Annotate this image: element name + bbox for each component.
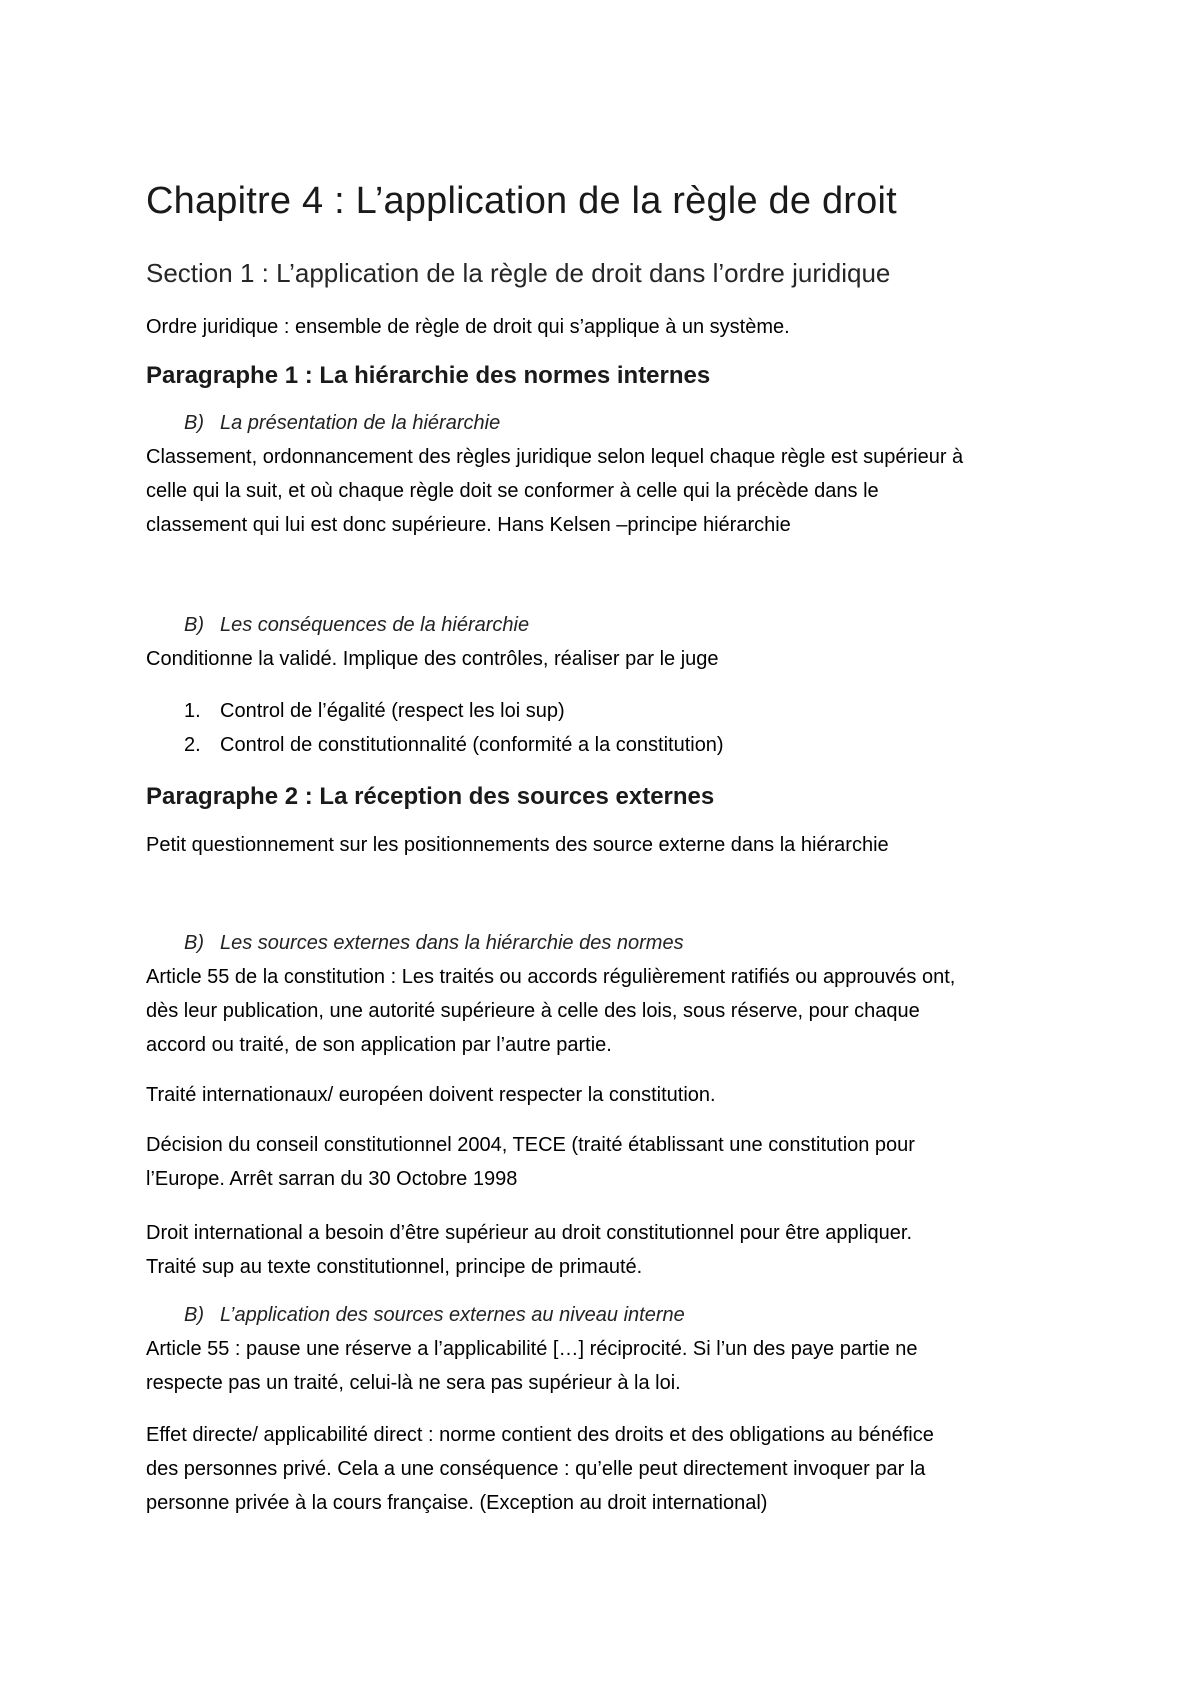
p2-a-article-line-2: dès leur publication, une autorité supérieure à celle des lois, sous réserve, pour chaque (146, 1000, 920, 1022)
p2-b-effet-line-2: des personnes privé. Cela a une conséquence : qu’elle peut directement invoquer par la (146, 1458, 926, 1480)
p1-subheading-b (184, 614, 529, 637)
p2-b-article-line-1: Article 55 : pause une réserve a l’applicabilité […] réciprocité. Si l’un des paye partie ne (146, 1338, 918, 1360)
section-title: Section 1 : L’application de la règle de droit dans l’ordre juridique (146, 258, 891, 288)
subheading-letter: B) (184, 932, 204, 954)
chapter-title: Chapitre 4 : L’application de la règle de droit (146, 180, 897, 222)
subheading-title: Les sources externes dans la hiérarchie des normes (220, 932, 684, 954)
subheading-letter: B) (184, 412, 204, 434)
list-number: 2. (184, 734, 201, 756)
list-item (184, 734, 724, 757)
paragraph-2-heading: Paragraphe 2 : La réception des sources externes (146, 783, 715, 810)
subheading-title: Les conséquences de la hiérarchie (220, 614, 530, 636)
p1-subheading-a (184, 412, 500, 435)
subheading-letter: B) (184, 614, 204, 636)
p2-intro: Petit questionnement sur les positionnements des source externe dans la hiérarchie (146, 834, 889, 856)
p1-a-line-1: Classement, ordonnancement des règles juridique selon lequel chaque règle est supérieur à (146, 446, 964, 468)
p2-subheading-a (184, 932, 684, 955)
p1-b-text: Conditionne la validé. Implique des contrôles, réaliser par le juge (146, 648, 719, 670)
p2-a-decision-line-1: Décision du conseil constitutionnel 2004, TECE (traité établissant une constitution pour (146, 1134, 915, 1156)
p2-a-droit-line-2: Traité sup au texte constitutionnel, principe de primauté. (146, 1256, 643, 1278)
list-text: Control de constitutionnalité (conformité a la constitution) (220, 734, 724, 756)
p2-b-effet-line-3: personne privée à la cours française. (Exception au droit international) (146, 1492, 768, 1514)
p2-a-decision-line-2: l’Europe. Arrêt sarran du 30 Octobre 1998 (146, 1168, 518, 1190)
subheading-letter: B) (184, 1304, 204, 1326)
p2-a-article-line-3: accord ou traité, de son application par l’autre partie. (146, 1034, 612, 1056)
list-item (184, 700, 565, 723)
p2-a-article-line-1: Article 55 de la constitution : Les traités ou accords régulièrement ratifiés ou approuvés ont, (146, 966, 956, 988)
p2-b-article-line-2: respecte pas un traité, celui-là ne sera pas supérieur à la loi. (146, 1372, 681, 1394)
subheading-title: La présentation de la hiérarchie (220, 412, 501, 434)
list-text: Control de l’égalité (respect les loi sup) (220, 700, 565, 722)
p2-subheading-b (184, 1304, 685, 1327)
p2-a-droit-line-1: Droit international a besoin d’être supérieur au droit constitutionnel pour être appliquer. (146, 1222, 913, 1244)
definition-text: Ordre juridique : ensemble de règle de droit qui s’applique à un système. (146, 316, 790, 338)
p1-a-line-2: celle qui la suit, et où chaque règle doit se conformer à celle qui la précède dans le (146, 480, 879, 502)
subheading-title: L’application des sources externes au niveau interne (220, 1304, 685, 1326)
p2-b-effet-line-1: Effet directe/ applicabilité direct : norme contient des droits et des obligations au bénéfice (146, 1424, 934, 1446)
p1-a-line-3: classement qui lui est donc supérieure. Hans Kelsen –principe hiérarchie (146, 514, 791, 536)
p2-a-traite: Traité internationaux/ européen doivent respecter la constitution. (146, 1084, 716, 1106)
list-number: 1. (184, 700, 201, 722)
paragraph-1-heading: Paragraphe 1 : La hiérarchie des normes internes (146, 362, 711, 389)
